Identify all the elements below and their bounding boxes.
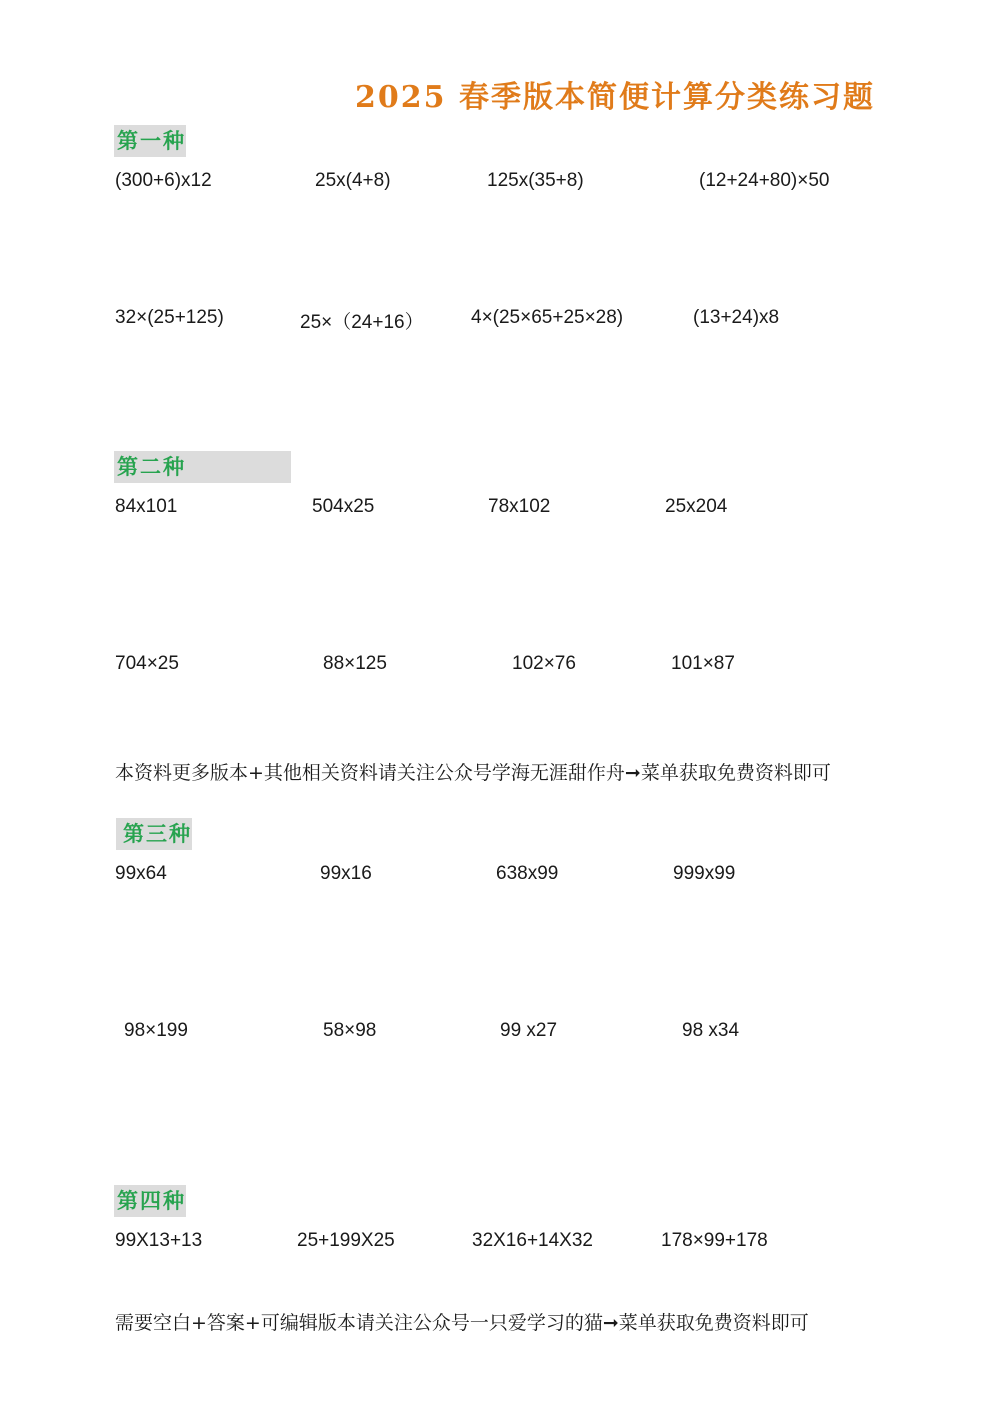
problem-1-2-3: 4×(25×65+25×28) [471, 307, 624, 328]
problem-3-1-1: 99x64 [115, 863, 167, 884]
notice-line-2: 需要空白+答案+可编辑版本请关注公众号一只爱学习的猫➞菜单获取免费资料即可 [115, 1312, 809, 1334]
problem-2-2-4: 101×87 [671, 653, 735, 674]
section-label-3: 第三种 [116, 818, 192, 850]
problem-1-1-4: (12+24+80)×50 [699, 170, 830, 191]
problem-3-2-2: 58×98 [323, 1020, 377, 1041]
problem-3-1-4: 999x99 [673, 863, 736, 884]
problem-1-1-1: (300+6)x12 [115, 170, 212, 191]
problem-2-1-1: 84x101 [115, 496, 178, 517]
problem-3-2-1: 98×199 [124, 1020, 188, 1041]
notice-line-1: 本资料更多版本+其他相关资料请关注公众号学海无涯甜作舟➞菜单获取免费资料即可 [115, 762, 831, 784]
problem-1-2-2: 25×（24+16） [300, 312, 424, 333]
problem-2-1-2: 504x25 [312, 496, 375, 517]
problem-2-1-3: 78x102 [488, 496, 551, 517]
section-label-2: 第二种 [114, 451, 291, 483]
problem-4-1-2: 25+199X25 [297, 1230, 395, 1251]
section-label-4: 第四种 [114, 1185, 186, 1217]
problem-3-1-3: 638x99 [496, 863, 559, 884]
problem-4-1-4: 178×99+178 [661, 1230, 768, 1251]
problem-1-2-4: (13+24)x8 [693, 307, 780, 328]
problem-4-1-3: 32X16+14X32 [472, 1230, 593, 1251]
problem-2-2-2: 88×125 [323, 653, 387, 674]
problem-4-1-1: 99X13+13 [115, 1230, 203, 1251]
problem-3-1-2: 99x16 [320, 863, 372, 884]
problem-1-1-2: 25x(4+8) [315, 170, 391, 191]
problem-3-2-3: 99 x27 [500, 1020, 558, 1041]
page-title: 2025 春季版本简便计算分类练习题 [355, 80, 875, 115]
problem-2-2-3: 102×76 [512, 653, 576, 674]
section-label-1: 第一种 [114, 125, 186, 157]
problem-2-2-1: 704×25 [115, 653, 179, 674]
problem-1-2-1: 32×(25+125) [115, 307, 224, 328]
problem-1-1-3: 125x(35+8) [487, 170, 584, 191]
problem-3-2-4: 98 x34 [682, 1020, 740, 1041]
problem-2-1-4: 25x204 [665, 496, 728, 517]
